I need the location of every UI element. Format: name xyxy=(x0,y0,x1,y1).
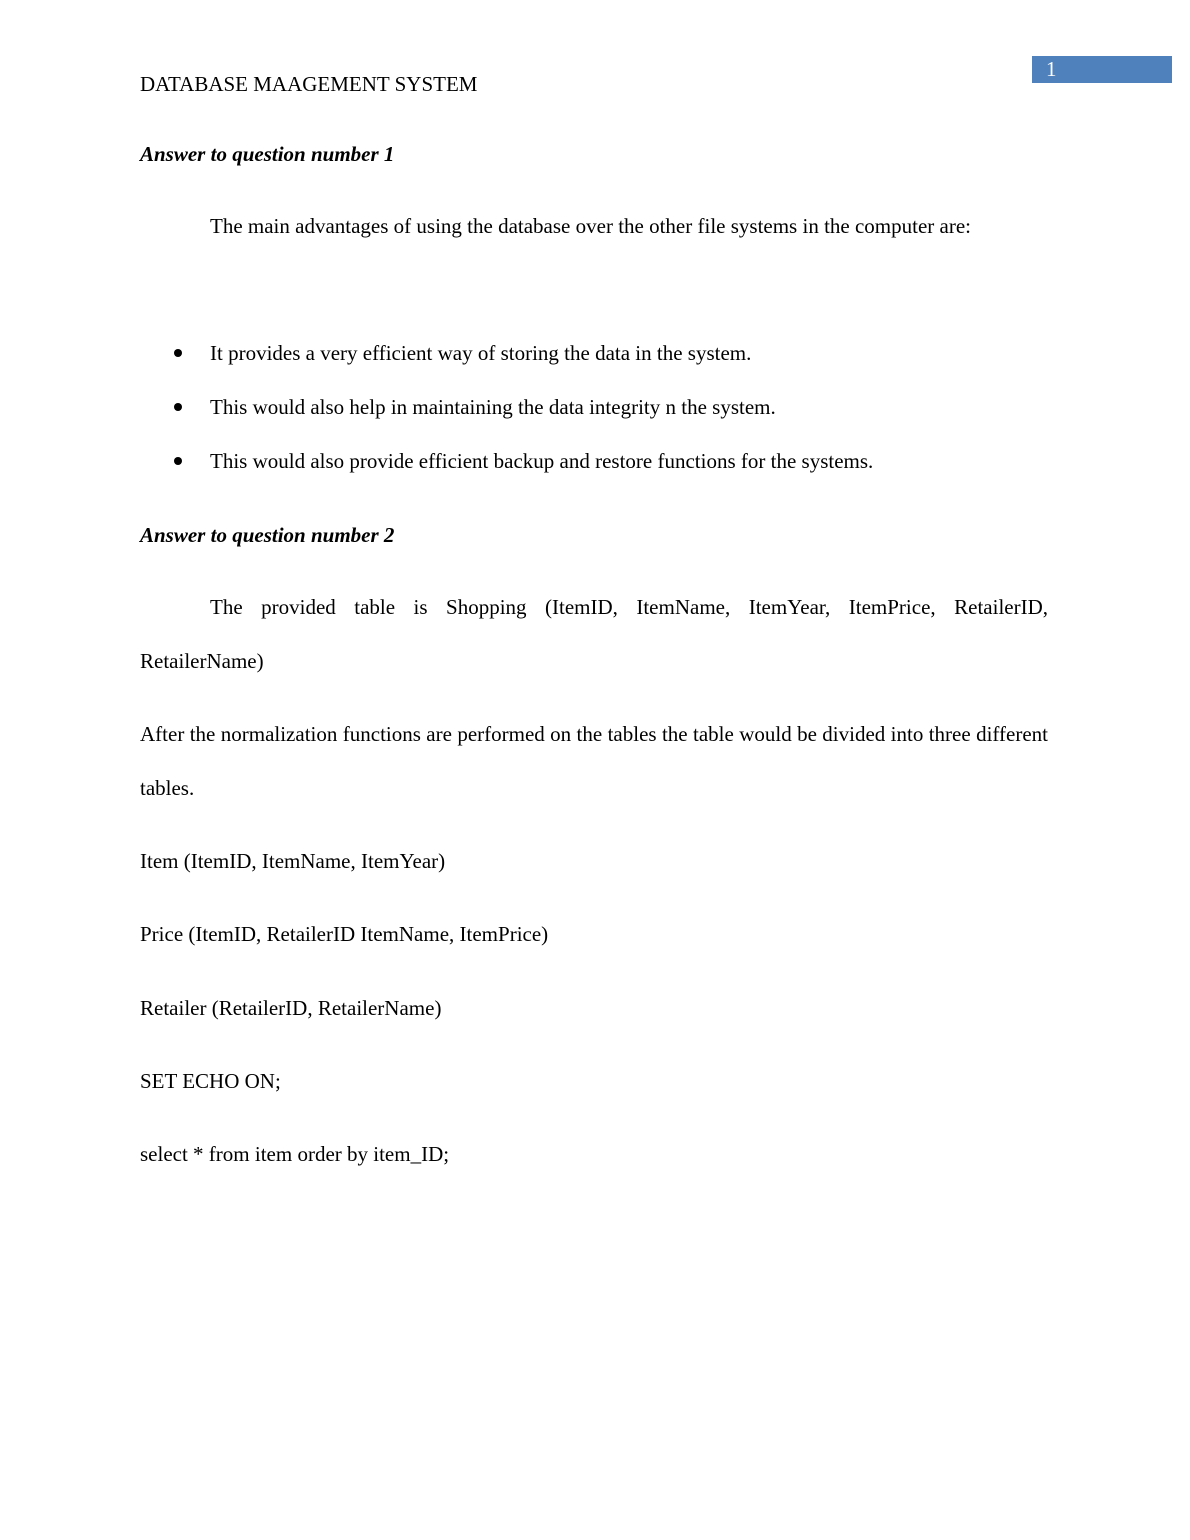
list-item xyxy=(140,447,1048,501)
item-table-definition: Item (ItemID, ItemName, ItemYear) xyxy=(140,849,446,873)
sql-select-query: select * from item order by item_ID; xyxy=(140,1142,450,1166)
sql-set-echo: SET ECHO ON; xyxy=(140,1069,281,1093)
list-item xyxy=(140,393,1048,447)
price-table-definition: Price (ItemID, RetailerID ItemName, ItemPrice) xyxy=(140,922,549,946)
header-title: DATABASE MAAGEMENT SYSTEM xyxy=(140,72,478,96)
normalization-paragraph: After the normalization functions are performed on the tables the table would be divided into three different tables. xyxy=(140,722,1048,800)
list-item-text: This would also help in maintaining the data integrity n the system. xyxy=(210,395,776,419)
list-item-text: It provides a very efficient way of storing the data in the system. xyxy=(210,341,752,365)
list-item-text: This would also provide efficient backup and restore functions for the systems. xyxy=(210,449,874,473)
bullet-icon xyxy=(174,349,182,357)
section-2-heading: Answer to question number 2 xyxy=(140,523,395,547)
list-item xyxy=(140,339,1048,393)
retailer-table-definition: Retailer (RetailerID, RetailerName) xyxy=(140,996,442,1020)
page-number: 1 xyxy=(1046,57,1057,81)
section-1-intro: The main advantages of using the database over the other file systems in the computer are: xyxy=(210,214,971,238)
bullet-icon xyxy=(174,457,182,465)
section-2-intro: The provided table is Shopping (ItemID, ItemName, ItemYear, ItemPrice, RetailerID, RetailerName) xyxy=(140,595,1048,673)
bullet-icon xyxy=(174,403,182,411)
section-1-heading: Answer to question number 1 xyxy=(140,142,395,166)
advantages-list xyxy=(140,339,1048,501)
page-number-box xyxy=(1032,56,1172,83)
